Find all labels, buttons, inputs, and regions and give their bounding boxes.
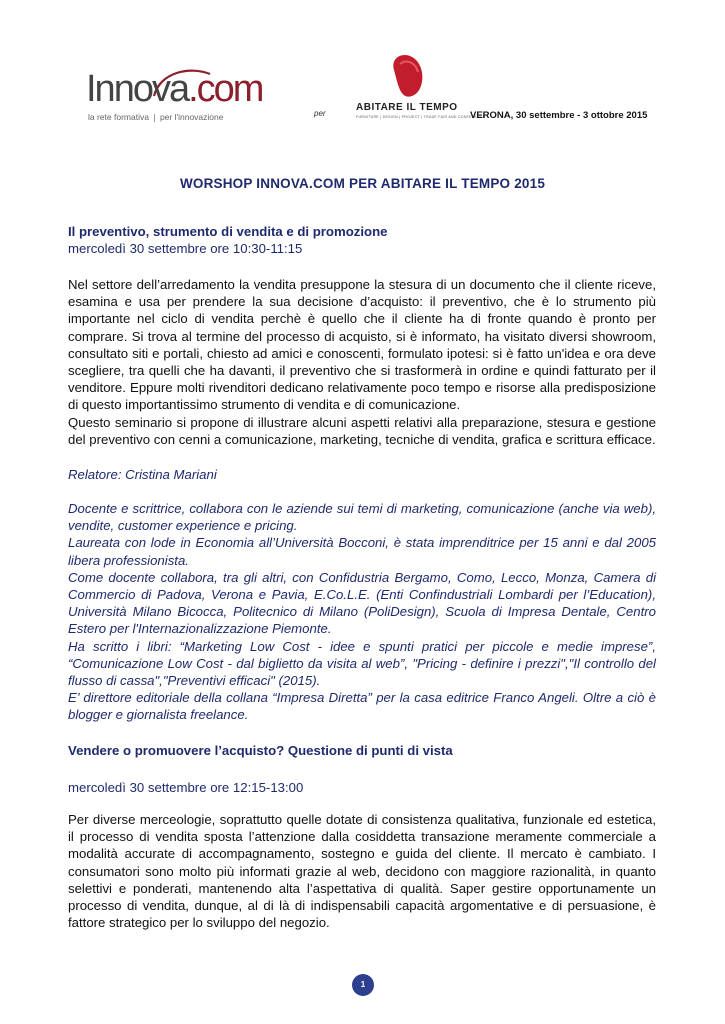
section-1-heading-block <box>68 224 656 256</box>
abitare-mark-icon <box>350 50 460 102</box>
innova-brand: Innova <box>86 68 189 110</box>
innova-tagline <box>88 112 223 122</box>
section-2-heading: Vendere o promuovere l’acquisto? Questione di punti di vista <box>68 743 453 758</box>
section-2-heading-block <box>68 743 656 758</box>
speaker-name: Relatore: Cristina Mariani <box>68 467 217 482</box>
section-2-body <box>68 811 656 931</box>
abitare-subline: FURNITURE | DESIGN | PROJECT | TRADE FAIR AND CONFERENCE <box>356 115 486 119</box>
innova-wordmark: Innova.com <box>86 68 263 110</box>
section-2-date-block <box>68 780 656 795</box>
bio-line: Ha scritto i libri: “Marketing Low Cost - idee e spunti pratici per piccole e medie imprese”, “Comunicazione Low Cost - dal biglietto da visita al web”, "Pricing - definire i prezzi","Il controllo del flusso di cassa","Preventivi efficaci" (2015). <box>68 638 656 689</box>
bio-line: E’ direttore editoriale della collana “Impresa Diretta” per la casa editrice Franco Angeli. Oltre a ciò è blogger e giornalista freelance. <box>68 690 656 723</box>
tagline-left: la rete formativa <box>88 112 149 122</box>
abitare-wordmark: ABITARE IL TEMPO <box>356 102 458 113</box>
bio-line: Docente e scrittrice, collabora con le aziende sui temi di marketing, comunicazione (anche via web), vendite, customer experience e pricing. <box>68 501 656 534</box>
section-1-paragraph: Nel settore dell’arredamento la vendita presuppone la stesura di un documento che il cliente riceve, esamina e usa per prendere la sua decisione d’acquisto: il preventivo, che è lo strumento più importante nel ciclo di vendita perchè è quello che il cliente ha di fronte quando è pronto per comprare. Si trova al termine del processo di acquisto, si è informato, ha visitato diversi showroom, consultato siti e portali, chiesto ad amici e conoscenti, formulato ipotesi: si è fatto un'idea e ora deve scegliere, tra quelli che ha davanti, il preventivo che si trasformerà in ordine e quindi fatturato per il venditore. Eppure molti rivenditori dedicano relativamente poco tempo e risorse alla predisposizione di questo importantissimo strumento di vendita e di comunicazione. <box>68 277 656 413</box>
tagline-right: per l'innovazione <box>159 112 224 122</box>
speaker-bio <box>68 500 656 724</box>
section-1-heading: Il preventivo, strumento di vendita e di promozione <box>68 224 388 239</box>
venue-dates: VERONA, 30 settembre - 3 ottobre 2015 <box>470 110 648 121</box>
bio-line: Laureata con lode in Economia all’Università Bocconi, è stata imprenditrice per 15 anni e dal 2005 libera professionista. <box>68 535 656 568</box>
innova-logo <box>86 68 263 130</box>
innova-dotcom: com <box>196 68 263 110</box>
section-2-date: mercoledì 30 settembre ore 12:15-13:00 <box>68 780 304 795</box>
abitare-logo <box>350 50 486 120</box>
bio-line: Come docente collabora, tra gli altri, con Confidustria Bergamo, Como, Lecco, Monza, Camera di Commercio di Padova, Verona e Pavia, E.Co.L.E. (Enti Confindustriali Lombardi per l’Education), Università Milano Bicocca, Politecnico di Milano (PoliDesign), Scuola di Impresa Dentale, Centro Estero per l'Internazionalizzazione Piemonte. <box>68 569 656 637</box>
section-1-date: mercoledì 30 settembre ore 10:30-11:15 <box>68 241 303 256</box>
speaker-line <box>68 466 656 483</box>
per-label: per <box>314 109 326 118</box>
section-1-body <box>68 276 656 448</box>
document-title: WORSHOP INNOVA.COM PER ABITARE IL TEMPO 2015 <box>179 176 546 191</box>
section-2-paragraph: Per diverse merceologie, soprattutto quelle dotate di consistenza qualitativa, funzionale ed estetica, il processo di vendita sposta l’attenzione dalla cosiddetta transazione meramente commerciale a modalità accurate di accompagnamento, sostegno e guida del cliente. Il mercato è cambiato. I consumatori sono molto più informati grazie al web, decidono con maggiore razionalità, in quanto selettivi e ponderati, mantenendo alta l’aspettativa di qualità. Saper gestire opportunamente un processo di vendita, dunque, al di là di indispensabili capacità argomentative e di persuasione, è fattore strategico per lo sviluppo del negozio. <box>68 812 656 931</box>
page-number-badge: 1 <box>352 974 374 996</box>
section-1-paragraph-2: Questo seminario si propone di illustrare alcuni aspetti relativi alla preparazione, stesura e gestione del preventivo con cenni a comunicazione, marketing, tecniche di vendita, grafica e scrittura efficace. <box>68 414 656 447</box>
